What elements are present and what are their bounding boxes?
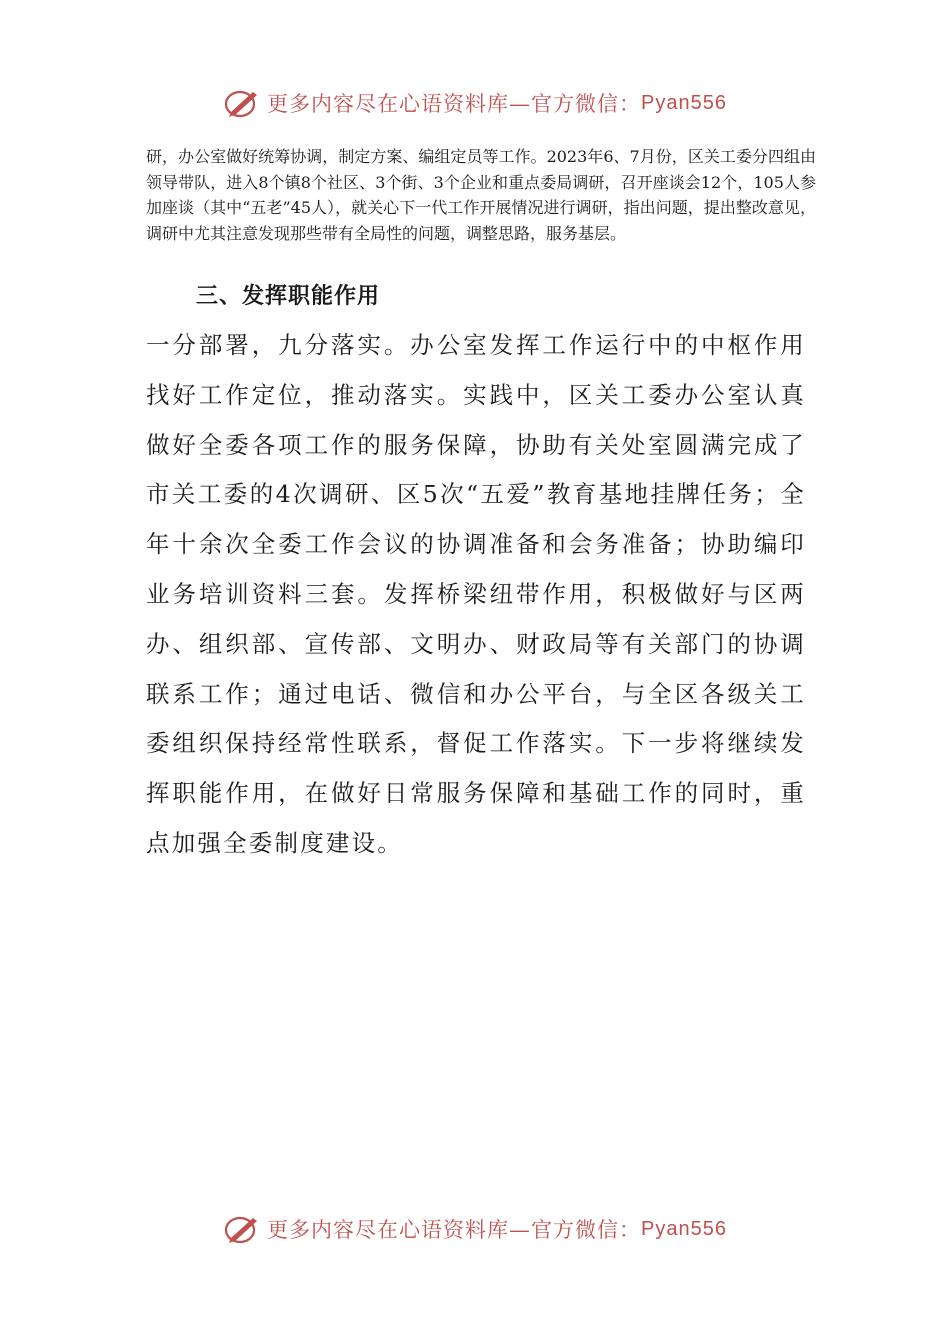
watermark-wechat-id: Pyan556 bbox=[641, 1217, 727, 1240]
pen-circle-logo-icon bbox=[223, 86, 261, 120]
pen-circle-logo-icon bbox=[223, 1212, 261, 1246]
watermark-text: 更多内容尽在心语资料库—官方微信： bbox=[267, 92, 642, 116]
watermark-wechat-id: Pyan556 bbox=[641, 91, 727, 114]
intro-paragraph: 研，办公室做好统筹协调，制定方案、编组定员等工作。2023年6、7月份，区关工委分四组由领导带队，进入8个镇8个社区、3个街、3个企业和重点委局调研，召开座谈会12个，105人参加座谈（其中“五老”45人），就关心下一代工作开展情况进行调研，指出问题，提出整改意见，调研中尤其注意发现那些带有全局性的问题，调整思路，服务基层。 bbox=[146, 147, 816, 243]
footer-watermark bbox=[0, 1212, 950, 1246]
section-heading: 三、发挥职能作用 bbox=[196, 283, 381, 309]
main-paragraph: 一分部署，九分落实。办公室发挥工作运行中的中枢作用找好工作定位，推动落实。实践中，区关工委办公室认真做好全委各项工作的服务保障，协助有关处室圆满完成了市关工委的4次调研、区5次“五爱”教育基地挂牌任务；全年十余次全委工作会议的协调准备和会务准备；协助编印业务培训资料三套。发挥桥梁纽带作用，积极做好与区两办、组织部、宣传部、文明办、财政局等有关部门的协调联系工作；通过电话、微信和办公平台，与全区各级关工委组织保持经常性联系，督促工作落实。下一步将继续发挥职能作用，在做好日常服务保障和基础工作的同时，重点加强全委制度建设。 bbox=[146, 331, 806, 857]
header-watermark bbox=[0, 86, 950, 120]
watermark-text: 更多内容尽在心语资料库—官方微信： bbox=[267, 1218, 642, 1242]
